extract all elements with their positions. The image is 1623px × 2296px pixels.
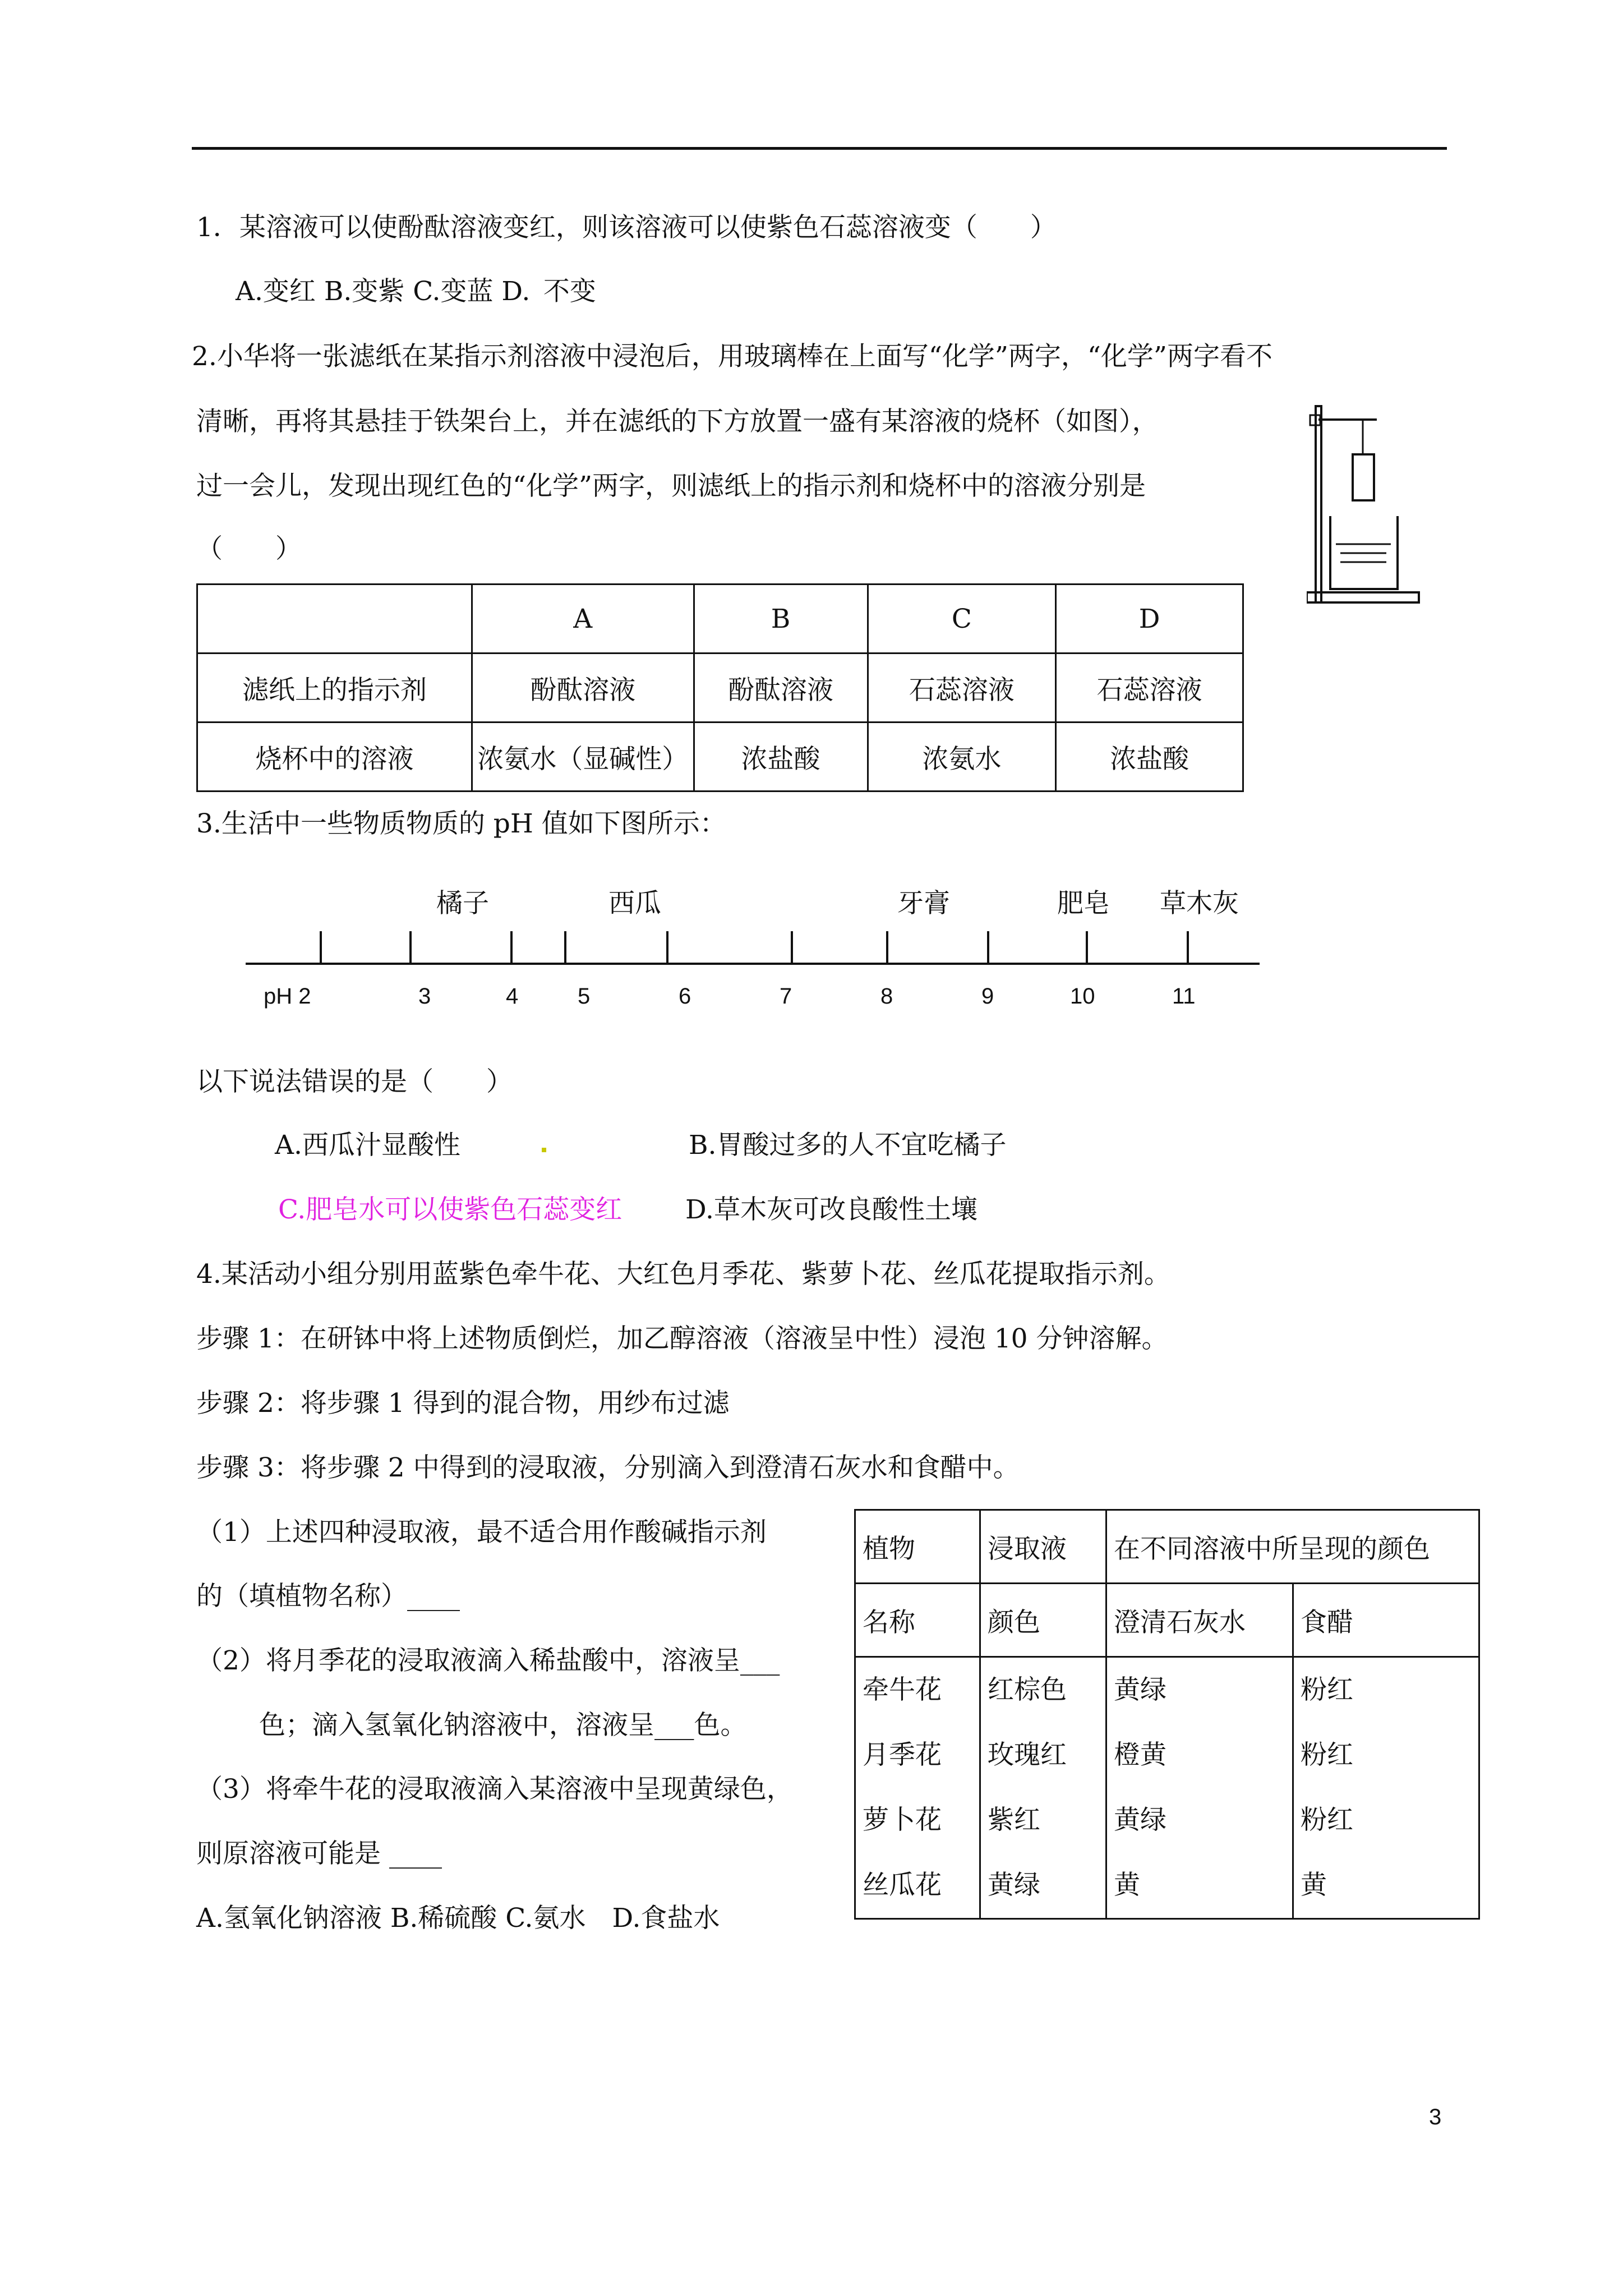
table-value: 黄绿	[988, 1870, 1040, 1901]
ph-value: 10	[1070, 984, 1095, 1009]
ph-label-soap: 肥皂	[1057, 888, 1110, 919]
q1-options: A.变红 B.变紫 C.变蓝 D. 不变	[236, 276, 596, 307]
q1-stem: 1．某溶液可以使酚酞溶液变红，则该溶液可以使紫色石蕊溶液变（ ）	[196, 212, 1057, 243]
ph-label-plant-ash: 草木灰	[1160, 888, 1239, 919]
q2-line2: 清晰，再将其悬挂于铁架台上，并在滤纸的下方放置一盛有某溶液的烧杯（如图），	[196, 406, 1159, 437]
q4-sub1-line2: 的（填植物名称）____	[196, 1581, 460, 1612]
ph-tick	[886, 931, 888, 964]
ph-tick	[409, 931, 412, 964]
table-value: 丝瓜花	[863, 1870, 942, 1901]
ph-tick	[564, 931, 566, 964]
q4-options: A.氢氧化钠溶液 B.稀硫酸 C.氨水 D.食盐水	[196, 1903, 720, 1934]
table-value: 粉红	[1301, 1674, 1353, 1705]
ph-value: 5	[578, 984, 591, 1009]
table-cell: 浓氨水	[868, 723, 1056, 792]
table-cell: D	[1056, 585, 1243, 654]
ph-value: 11	[1172, 984, 1196, 1009]
table-cell	[980, 1657, 1106, 1919]
ph-value: pH 2	[264, 984, 311, 1009]
q2-line3: 过一会儿，发现出现红色的“化学”两字，则滤纸上的指示剂和烧杯中的溶液分别是	[196, 471, 1146, 501]
table-value: 紫红	[988, 1805, 1040, 1835]
table-cell: 植物	[855, 1510, 980, 1584]
ph-tick	[1086, 931, 1088, 964]
ph-tick	[1187, 931, 1189, 964]
q2-line4: （ ）	[196, 533, 302, 564]
q4-sub2-line1: （2）将月季花的浸取液滴入稀盐酸中，溶液呈___	[196, 1645, 780, 1676]
table-value: 月季花	[863, 1740, 942, 1770]
table-value: 黄绿	[1114, 1674, 1166, 1705]
q4-step3: 步骤 3：将步骤 2 中得到的浸取液，分别滴入到澄清石灰水和食醋中。	[196, 1452, 1020, 1483]
q4-step2: 步骤 2：将步骤 1 得到的混合物，用纱布过滤	[196, 1388, 730, 1419]
ph-value: 6	[679, 984, 691, 1009]
table-value: 粉红	[1301, 1805, 1353, 1835]
stray-dot	[542, 1148, 546, 1152]
ph-tick	[791, 931, 793, 964]
table-cell: 浓盐酸	[694, 723, 868, 792]
q4-sub3-line2: 则原溶液可能是 ____	[196, 1838, 442, 1869]
q4-stem: 4.某活动小组分别用蓝紫色牵牛花、大红色月季花、紫萝卜花、丝瓜花提取指示剂。	[196, 1259, 1170, 1290]
iron-stand-figure	[1307, 404, 1436, 611]
q4-sub2-line2: 色；滴入氢氧化钠溶液中，溶液呈___色。	[259, 1710, 747, 1741]
table-cell: 浓氨水（显碱性）	[472, 723, 694, 792]
q3-stem: 3.生活中一些物质物质的 pH 值如下图所示：	[196, 808, 726, 839]
top-rule	[192, 147, 1447, 150]
q2-options-table	[196, 583, 1244, 792]
table-cell: 烧杯中的溶液	[197, 723, 472, 792]
table-cell: 浓盐酸	[1056, 723, 1243, 792]
table-value: 牵牛花	[863, 1674, 942, 1705]
table-value: 红棕色	[988, 1674, 1067, 1705]
q2-line1: 2.小华将一张滤纸在某指示剂溶液中浸泡后，用玻璃棒在上面写“化学”两字，“化学”两字看不	[192, 341, 1272, 372]
ph-tick	[510, 931, 513, 964]
ph-axis-line	[246, 963, 1260, 965]
table-value: 黄	[1114, 1870, 1140, 1901]
table-cell: 食醋	[1293, 1584, 1479, 1657]
table-value: 橙黄	[1114, 1740, 1166, 1770]
table-cell: 浸取液	[980, 1510, 1106, 1584]
table-cell: 酚酞溶液	[694, 654, 868, 723]
ph-value: 4	[506, 984, 519, 1009]
q4-plant-table	[854, 1509, 1480, 1920]
ph-value: 3	[418, 984, 431, 1009]
q3-option-d: D.草木灰可改良酸性土壤	[685, 1194, 978, 1225]
table-cell: 石蕊溶液	[1056, 654, 1243, 723]
table-cell: C	[868, 585, 1056, 654]
q3-option-b: B.胃酸过多的人不宜吃橘子	[689, 1130, 1007, 1161]
q3-option-a: A.西瓜汁显酸性	[275, 1130, 460, 1161]
q4-step1: 步骤 1：在研钵中将上述物质倒烂，加乙醇溶液（溶液呈中性）浸泡 10 分钟溶解。	[196, 1323, 1168, 1354]
ph-tick	[666, 931, 668, 964]
table-cell: 澄清石灰水	[1106, 1584, 1293, 1657]
q4-sub3-line1: （3）将牵牛花的浸取液滴入某溶液中呈现黄绿色，	[196, 1774, 793, 1805]
table-cell	[1293, 1657, 1479, 1919]
ph-tick	[320, 931, 322, 964]
table-cell: 滤纸上的指示剂	[197, 654, 472, 723]
page-number: 3	[1429, 2105, 1442, 2129]
table-cell: 石蕊溶液	[868, 654, 1056, 723]
table-value: 玫瑰红	[988, 1740, 1067, 1770]
q4-sub1-line1: （1）上述四种浸取液，最不适合用作酸碱指示剂	[196, 1517, 767, 1548]
table-cell: B	[694, 585, 868, 654]
ph-label-orange: 橘子	[436, 888, 489, 919]
table-cell	[855, 1657, 980, 1919]
q3-option-c: C.肥皂水可以使紫色石蕊变红	[278, 1194, 623, 1225]
table-value: 黄绿	[1114, 1805, 1166, 1835]
table-cell: 在不同溶液中所呈现的颜色	[1106, 1510, 1479, 1584]
ph-label-toothpaste: 牙膏	[897, 888, 950, 919]
table-cell	[197, 585, 472, 654]
ph-value: 8	[880, 984, 893, 1009]
ph-value: 7	[780, 984, 792, 1009]
table-value: 黄	[1301, 1870, 1327, 1901]
ph-tick	[987, 931, 989, 964]
table-value: 粉红	[1301, 1740, 1353, 1770]
q3-question: 以下说法错误的是（ ）	[196, 1066, 513, 1097]
table-cell: 颜色	[980, 1584, 1106, 1657]
table-cell: 酚酞溶液	[472, 654, 694, 723]
table-cell: A	[472, 585, 694, 654]
table-cell	[1106, 1657, 1293, 1919]
ph-label-watermelon: 西瓜	[608, 888, 661, 919]
ph-value: 9	[981, 984, 994, 1009]
table-cell: 名称	[855, 1584, 980, 1657]
table-value: 萝卜花	[863, 1805, 942, 1835]
